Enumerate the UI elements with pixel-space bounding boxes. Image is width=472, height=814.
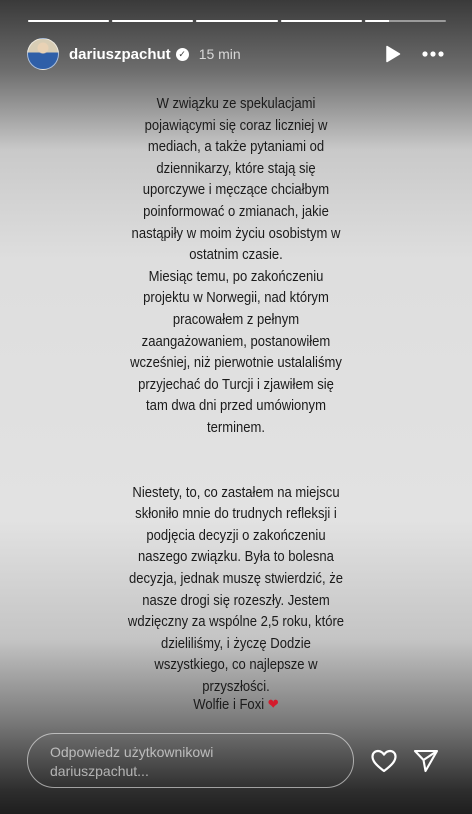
story-line: przyszłości.: [202, 679, 270, 696]
story-line: dziennikarzy, które stają się: [156, 160, 316, 177]
reply-placeholder: Odpowiedz użytkownikowi: [50, 744, 214, 760]
story-line: podjęcia decyzji o zakończeniu: [146, 527, 326, 544]
story-line: wcześniej, niż pierwotnie ustalaliśmy: [130, 355, 342, 372]
story-line: pracowałem z pełnym: [172, 311, 300, 328]
more-options-button[interactable]: [422, 43, 444, 65]
share-button[interactable]: [412, 747, 440, 775]
story-line: uporczywe i męczące chciałbym: [142, 182, 330, 199]
story-line: nasze drogi się rozeszły. Jestem: [142, 592, 330, 609]
story-line: pojawiącymi się coraz liczniej w: [144, 117, 328, 134]
like-button[interactable]: [370, 747, 398, 775]
progress-segment: [28, 20, 109, 22]
story-line: W związku ze spekulacjami: [156, 96, 316, 112]
story-line: Miesiąc temu, po zakończeniu: [148, 268, 324, 285]
play-icon: [385, 45, 401, 63]
username[interactable]: dariuszpachut: [69, 45, 171, 63]
story-paragraph: [0, 483, 472, 699]
story-line: wdzięczny za wspólne 2,5 roku, które: [127, 614, 345, 631]
progress-segment: [112, 20, 193, 22]
heart-emoji: ❤: [267, 697, 279, 713]
story-line: wszystkiego, co najlepsze w: [154, 657, 318, 674]
verified-badge-icon: ✓: [176, 48, 189, 61]
reply-input[interactable]: [27, 733, 354, 788]
avatar[interactable]: [27, 38, 59, 70]
story-line: skłoniło mnie do trudnych refleksji i: [135, 506, 337, 523]
story-line: terminem.: [206, 419, 266, 436]
progress-segment: [365, 20, 446, 22]
story-line: tam dwa dni przed umówionym: [146, 398, 326, 415]
story-line: Niestety, to, co zastałem na miejscu: [132, 484, 340, 501]
story-line: naszego związku. Była to bolesna: [138, 549, 334, 566]
reply-placeholder: dariuszpachut...: [50, 763, 149, 779]
progress-segment: [196, 20, 277, 22]
story-line: przyjechać do Turcji i zjawiłem się: [138, 376, 334, 393]
story-line: ostatnim czasie.: [189, 247, 283, 264]
progress-segment: [281, 20, 362, 22]
signature: [24, 697, 449, 713]
signature-text: Wolfie i Foxi: [193, 697, 265, 713]
story-line: dzieliliśmy, i życzę Dodzie: [161, 635, 311, 652]
post-time: 15 min: [198, 46, 241, 62]
story-progress-bar: [28, 20, 446, 22]
story-paragraph: [0, 94, 472, 440]
more-options-icon: [422, 51, 444, 57]
story-line: decyzja, jednak muszę stwierdzić, że: [129, 571, 343, 588]
story-line: nastąpiły w moim życiu osobistym w: [131, 225, 341, 242]
story-text: [0, 94, 472, 699]
story-line: mediach, a także pytaniami od: [147, 139, 325, 156]
send-icon: [412, 747, 440, 775]
story-line: projektu w Norwegii, nad którym: [143, 290, 329, 307]
story-header: [27, 37, 444, 71]
story-line: poinformować o zmianach, jakie: [143, 203, 329, 220]
story-line: zaangażowaniem, postanowiłem: [141, 333, 331, 350]
heart-outline-icon: [370, 747, 398, 775]
play-button[interactable]: [382, 43, 404, 65]
